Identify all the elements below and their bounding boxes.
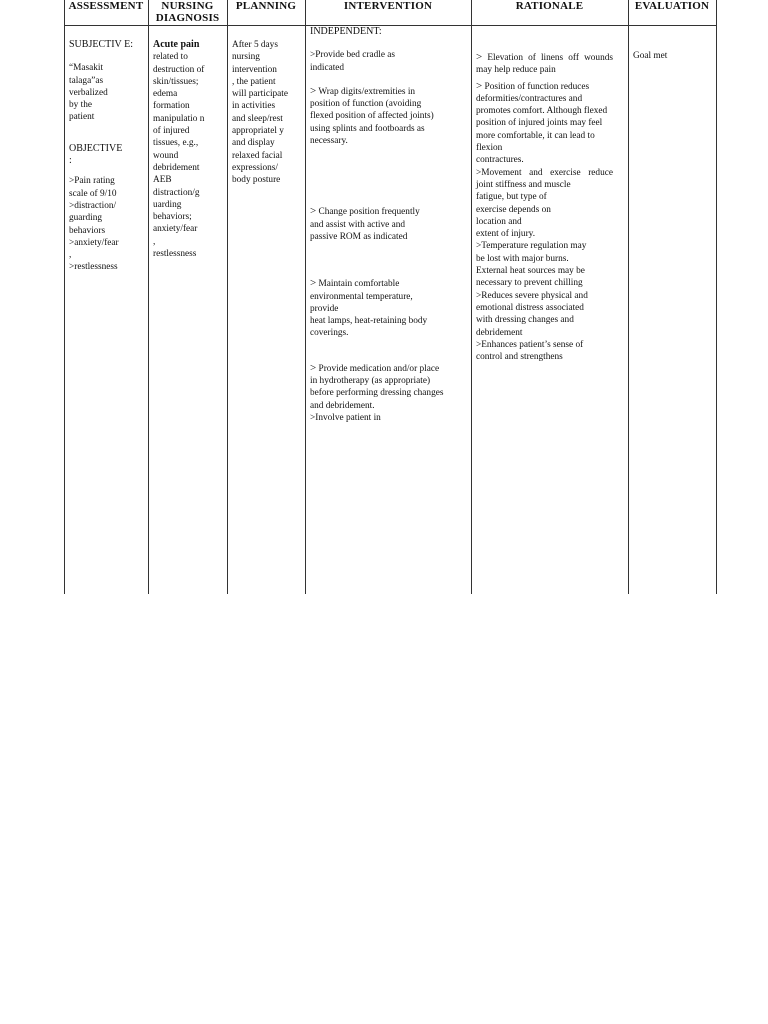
rationale-item-1-marker: > (476, 51, 483, 63)
column-divider-4 (471, 0, 472, 594)
intervention-item-5 (310, 362, 468, 424)
rationale-item-6: >Enhances patient’s sense of control and strengthens (476, 339, 584, 363)
table-border-left (64, 0, 65, 594)
intervention-item-3-marker: > (310, 205, 317, 218)
assessment-cell (69, 39, 145, 274)
intervention-item-5-text: Provide medication and/or place in hydrotherapy (as appropriate) before performing dressing changes and debridement. >Involve patient in (310, 363, 444, 423)
header-intervention: INTERVENTION (343, 0, 433, 12)
objective-label: OBJECTIVE : (69, 142, 123, 167)
header-nursing-diagnosis (148, 0, 227, 24)
intervention-item-2-marker: > (310, 84, 317, 97)
evaluation-cell (633, 50, 713, 62)
column-divider-3 (305, 0, 306, 594)
table-border-right (716, 0, 717, 594)
intervention-item-4 (310, 277, 468, 339)
column-divider-2 (227, 0, 228, 594)
rationale-item-3: >Movement and exercise reduce joint stiffness and muscle (476, 167, 613, 190)
intervention-cell (310, 26, 468, 424)
rationale-item-5: >Reduces severe physical and emotional distress associated with dressing changes and debridement (476, 290, 588, 338)
intervention-item-3 (310, 205, 468, 243)
objective-text: >Pain rating scale of 9/10 >distraction/ guarding behaviors >anxiety/fear , >restlessness (69, 176, 119, 273)
independent-label: INDEPENDENT: (310, 26, 382, 37)
planning-cell (232, 39, 303, 187)
planning-text: After 5 days nursing intervention , the patient will participate in activities and sleep/rest appropriatel y and display relaxed facial expressions/ body posture (232, 40, 289, 186)
header-assessment: ASSESSMENT (68, 0, 144, 12)
intervention-item-3-text: Change position frequently and assist with active and passive ROM as indicated (310, 207, 420, 242)
diagnosis-title: Acute pain (153, 39, 200, 50)
intervention-item-2 (310, 85, 468, 147)
header-evaluation: EVALUATION (634, 0, 710, 12)
subjective-label: SUBJECTIV E: (69, 39, 133, 50)
rationale-item-1 (476, 51, 613, 77)
nursing-diagnosis-cell (153, 39, 225, 260)
evaluation-text: Goal met (633, 51, 668, 61)
header-nursing-diagnosis-label: NURSING DIAGNOSIS (155, 0, 220, 24)
subjective-text: “Masakit talaga”as verbalized by the patient (69, 63, 108, 123)
intervention-item-2-text: Wrap digits/extremities in position of function (avoiding flexed position of affected joints) using splints and footboards as necessary. (310, 86, 434, 147)
header-planning: PLANNING (235, 0, 297, 12)
header-rationale: RATIONALE (515, 0, 584, 12)
rationale-item-2 (476, 80, 613, 155)
rationale-item-2-marker: > (476, 79, 483, 92)
intervention-item-4-text: Maintain comfortable environmental temperature, provide heat lamps, heat-retaining body coverings. (310, 279, 428, 339)
column-divider-1 (148, 0, 149, 594)
rationale-item-4: >Temperature regulation may be lost with major burns. External heat sources may be necessary to prevent chilling (476, 241, 587, 289)
rationale-item-2-text: Position of function reduces deformities/contractures and promotes comfort. Although flexed position of injured joints may feel more comfortable, it can lead to flexion (476, 81, 608, 154)
intervention-item-4-marker: > (310, 277, 317, 290)
rationale-item-2b: contractures. (476, 155, 524, 166)
intervention-item-1: >Provide bed cradle as indicated (310, 50, 396, 73)
rationale-item-3b: fatigue, but type of exercise depends on location and extent of injury. (476, 192, 551, 240)
rationale-cell (476, 51, 613, 363)
intervention-item-5-marker: > (310, 361, 317, 374)
diagnosis-text: related to destruction of skin/tissues; edema formation manipulatio n of injured tissues, e.g., wound debridement AEB distraction/g uarding behaviors; anxiety/fear , restlessness (153, 52, 205, 260)
column-divider-5 (628, 0, 629, 594)
rationale-item-1-text: Elevation of linens off wounds may help reduce pain (476, 53, 613, 76)
